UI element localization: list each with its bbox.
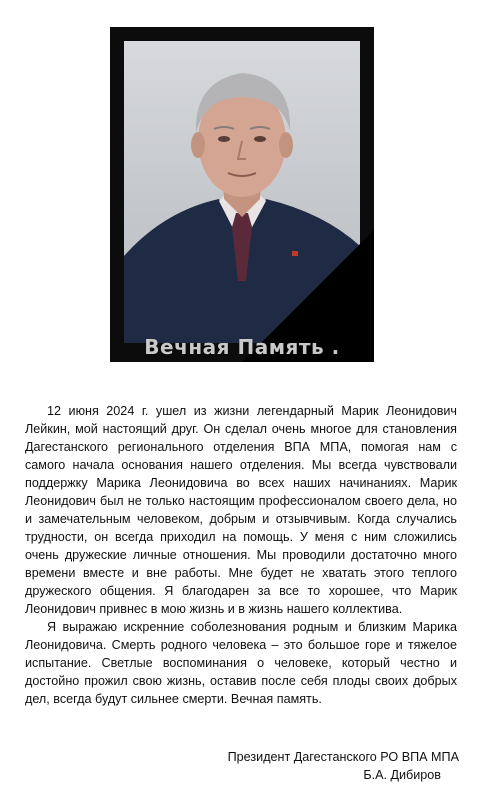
- condolence-letter: [25, 402, 457, 708]
- memorial-caption: Вечная Память .: [144, 335, 340, 359]
- signature-block: [228, 748, 459, 784]
- letter-paragraph: Я выражаю искренние соболезнования родным и близким Марика Леонидовича. Смерть родного человека – это большое горе и тяжелое испытание. Светлые воспоминания о человеке, который честно и достойно прожил свою жизнь, оставив после себя плоды своих добрых дел, всегда будут сильнее смерти. Вечная память.: [25, 620, 457, 706]
- signature-name: Б.А. Дибиров: [363, 768, 441, 782]
- signature-position: Президент Дагестанского РО ВПА МПА: [227, 750, 459, 764]
- letter-paragraph: 12 июня 2024 г. ушел из жизни легендарный Марик Леонидович Лейкин, мой настоящий друг. Он сделал очень многое для становления Дагестанского регионального отделения ВПА МПА, помогая нам с самого начала основания нашего отделения. Мы всегда чувствовали поддержку Марика Леонидовича во всех наших начинаниях. Марик Леонидович был не только настоящим профессионалом своего дела, но и замечательным человеком, добрым и отзывчивым. Когда случались трудности, он всегда приходил на помощь. У меня с ним сложились очень дружеские личные отношения. Мы проводили достаточно много времени вместе и вне работы. Мне будет не хватать этого теплого дружеского общения. Я благодарен за все то хорошее, что Марик Леонидович привнес в мою жизнь и в жизнь нашего коллектива.: [25, 404, 457, 616]
- memorial-photo-frame: [110, 27, 374, 362]
